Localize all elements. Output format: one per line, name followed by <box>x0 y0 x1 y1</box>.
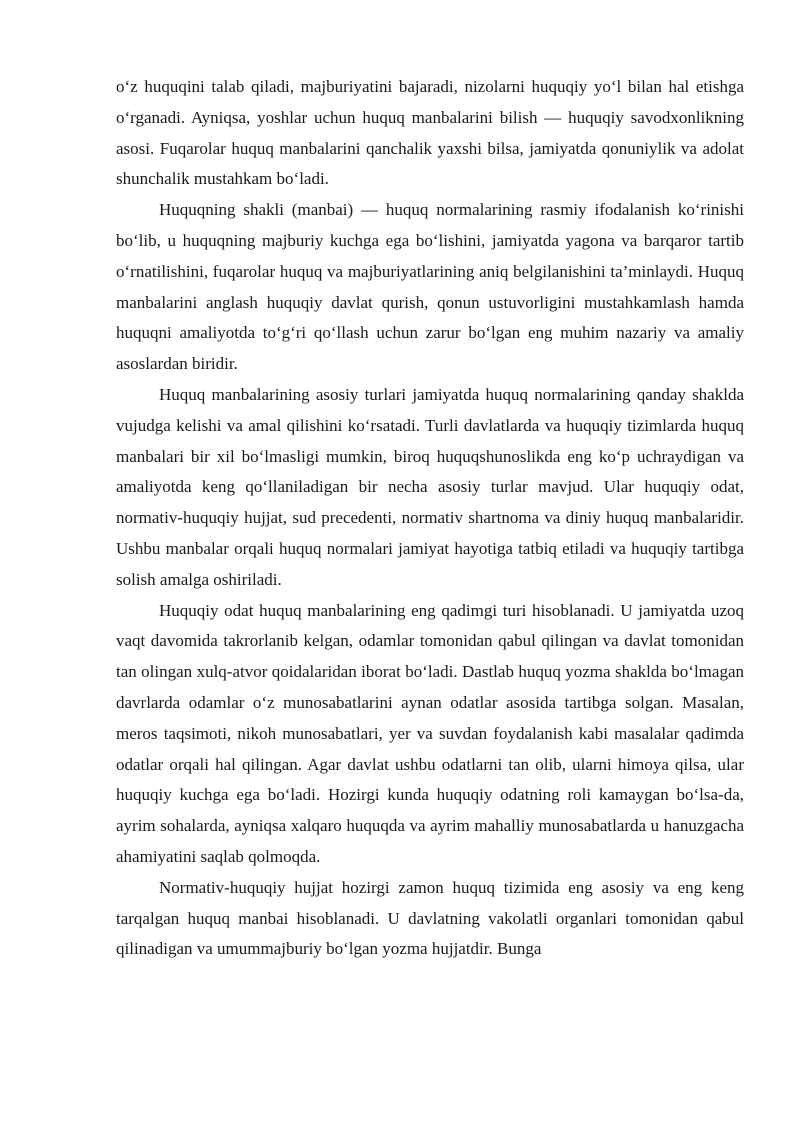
document-body <box>116 72 744 965</box>
paragraph-3: Huquq manbalarining asosiy turlari jamiyatda huquq normalarining qanday shaklda vujudga kelishi va amal qilishini ko‘rsatadi. Turli davlatlarda va huquqiy tizimlarda huquq manbalari bir xil bo‘lmasligi mumkin, biroq huquqshunoslikda eng ko‘p uchraydigan va amaliyotda keng qo‘llaniladigan bir necha asosiy turlar mavjud. Ular huquqiy odat, normativ-huquqiy hujjat, sud precedenti, normativ shartnoma va diniy huquq manbalaridir. Ushbu manbalar orqali huquq normalari jamiyat hayotiga tatbiq etiladi va huquqiy tartibga solish amalga oshiriladi. <box>116 384 744 589</box>
paragraph-2: Huquqning shakli (manbai) — huquq normalarining rasmiy ifodalanish ko‘rinishi bo‘lib, u huquqning majburiy kuchga ega bo‘lishini, jamiyatda yagona va barqaror tartib o‘rnatilishini, fuqarolar huquq va majburiyatlarining aniq belgilanishini ta’minlaydi. Huquq manbalarini anglash huquqiy davlat qurish, qonun ustuvorligini mustahkamlash hamda huquqni amaliyotda to‘g‘ri qo‘llash uchun zarur bo‘lgan eng muhim nazariy va amaliy asoslardan biridir. <box>116 200 744 374</box>
paragraph-4: Huquqiy odat huquq manbalarining eng qadimgi turi hisoblanadi. U jamiyatda uzoq vaqt davomida takrorlanib kelgan, odamlar tomonidan qabul qilingan va davlat tomonidan tan olingan xulq-atvor qoidalaridan iborat bo‘ladi. Dastlab huquq yozma shaklda bo‘lmagan davrlarda odamlar o‘z munosabatlarini aynan odatlar asosida tartibga solgan. Masalan, meros taqsimoti, nikoh munosabatlari, yer va suvdan foydalanish kabi masalalar qadimda odatlar orqali hal qilingan. Agar davlat ushbu odatlarni tan olib, ularni himoya qilsa, ular huquqiy kuchga ega bo‘ladi. Hozirgi kunda huquqiy odatning roli kamaygan bo‘lsa-da, ayrim sohalarda, ayniqsa xalqaro huquqda va ayrim mahalliy munosabatlarda u hanuzgacha ahamiyatini saqlab qolmoqda. <box>116 600 744 866</box>
paragraph-1: o‘z huquqini talab qiladi, majburiyatini bajaradi, nizolarni huquqiy yo‘l bilan hal etishga o‘rganadi. Ayniqsa, yoshlar uchun huquq manbalarini bilish — huquqiy savodxonlikning asosi. Fuqarolar huquq manbalarini qanchalik yaxshi bilsa, jamiyatda qonuniylik va adolat shunchalik mustahkam bo‘ladi. <box>116 77 744 189</box>
paragraph-5: Normativ-huquqiy hujjat hozirgi zamon huquq tizimida eng asosiy va eng keng tarqalgan huquq manbai hisoblanadi. U davlatning vakolatli organlari tomonidan qabul qilinadigan va umummajburiy bo‘lgan yozma hujjatdir. Bunga <box>116 877 744 959</box>
